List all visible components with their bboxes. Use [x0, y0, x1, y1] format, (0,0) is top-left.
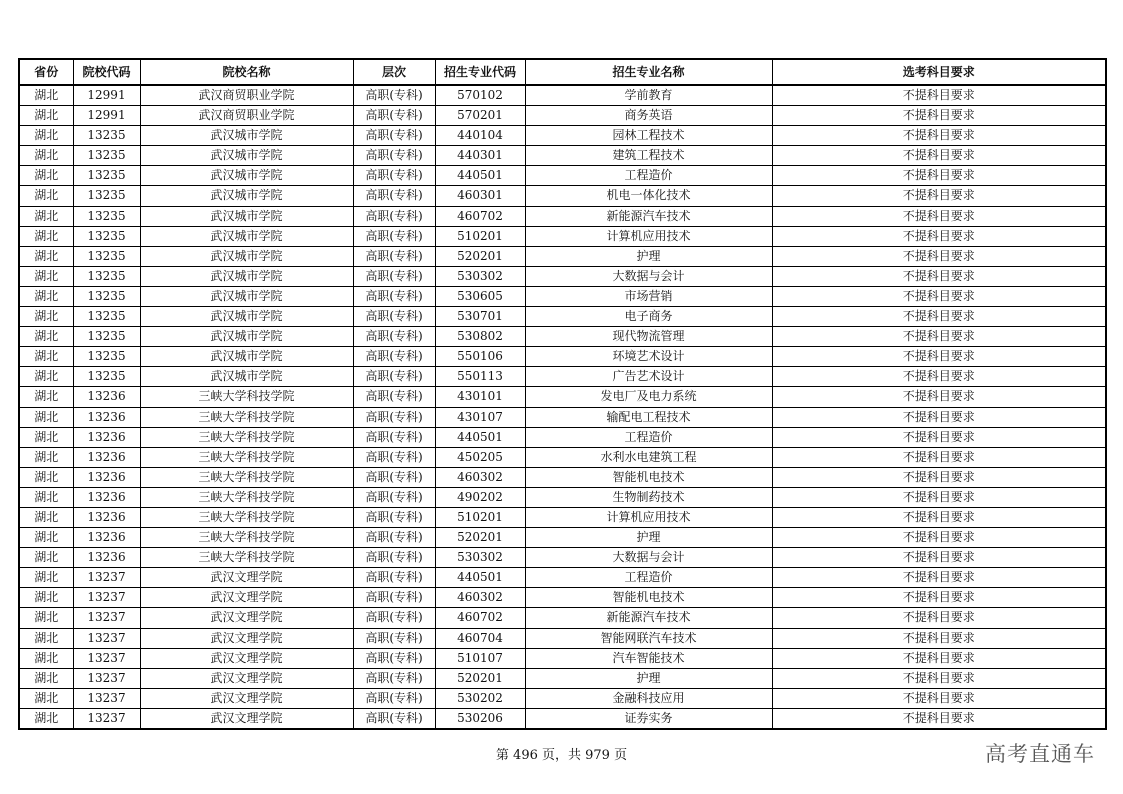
cell-school-code: 13236 — [73, 427, 140, 447]
cell-major-name: 工程造价 — [525, 427, 772, 447]
cell-subject-requirement: 不提科目要求 — [772, 327, 1106, 347]
table-row — [19, 206, 1106, 226]
table-row — [19, 246, 1106, 266]
cell-subject-requirement: 不提科目要求 — [772, 347, 1106, 367]
table-row — [19, 146, 1106, 166]
cell-level: 高职(专科) — [353, 126, 435, 146]
cell-school-code: 13235 — [73, 266, 140, 286]
cell-subject-requirement: 不提科目要求 — [772, 548, 1106, 568]
cell-province: 湖北 — [19, 166, 73, 186]
cell-school-name: 武汉城市学院 — [140, 307, 353, 327]
cell-level: 高职(专科) — [353, 548, 435, 568]
cell-school-name: 武汉文理学院 — [140, 588, 353, 608]
header-province: 省份 — [19, 59, 73, 85]
table-row — [19, 387, 1106, 407]
header-level: 层次 — [353, 59, 435, 85]
cell-school-name: 武汉文理学院 — [140, 648, 353, 668]
cell-school-code: 13236 — [73, 487, 140, 507]
cell-major-code: 460702 — [435, 206, 525, 226]
cell-subject-requirement: 不提科目要求 — [772, 186, 1106, 206]
cell-school-code: 13235 — [73, 126, 140, 146]
cell-subject-requirement: 不提科目要求 — [772, 206, 1106, 226]
table-row — [19, 487, 1106, 507]
cell-subject-requirement: 不提科目要求 — [772, 447, 1106, 467]
cell-major-code: 520201 — [435, 528, 525, 548]
cell-subject-requirement: 不提科目要求 — [772, 126, 1106, 146]
cell-major-code: 530605 — [435, 286, 525, 306]
cell-school-name: 武汉城市学院 — [140, 266, 353, 286]
cell-province: 湖北 — [19, 447, 73, 467]
table-row — [19, 648, 1106, 668]
cell-school-name: 三峡大学科技学院 — [140, 528, 353, 548]
cell-major-code: 570102 — [435, 85, 525, 106]
cell-level: 高职(专科) — [353, 146, 435, 166]
cell-school-code: 13235 — [73, 186, 140, 206]
cell-major-name: 市场营销 — [525, 286, 772, 306]
header-major-code: 招生专业代码 — [435, 59, 525, 85]
cell-school-code: 13235 — [73, 226, 140, 246]
cell-school-code: 13235 — [73, 327, 140, 347]
cell-school-name: 武汉城市学院 — [140, 286, 353, 306]
cell-school-name: 三峡大学科技学院 — [140, 487, 353, 507]
table-row — [19, 668, 1106, 688]
table-row — [19, 226, 1106, 246]
cell-province: 湖北 — [19, 467, 73, 487]
cell-major-code: 510107 — [435, 648, 525, 668]
table-row — [19, 548, 1106, 568]
header-row — [19, 59, 1106, 85]
cell-school-code: 13235 — [73, 146, 140, 166]
admissions-table — [18, 58, 1107, 730]
cell-major-name: 证券实务 — [525, 708, 772, 729]
cell-school-code: 13236 — [73, 407, 140, 427]
cell-major-name: 广告艺术设计 — [525, 367, 772, 387]
table-row — [19, 688, 1106, 708]
cell-school-code: 13236 — [73, 507, 140, 527]
cell-major-code: 430107 — [435, 407, 525, 427]
cell-province: 湖北 — [19, 85, 73, 106]
header-subject-requirement: 选考科目要求 — [772, 59, 1106, 85]
cell-major-code: 460302 — [435, 588, 525, 608]
cell-subject-requirement: 不提科目要求 — [772, 146, 1106, 166]
cell-school-name: 三峡大学科技学院 — [140, 507, 353, 527]
cell-major-name: 学前教育 — [525, 85, 772, 106]
cell-school-name: 武汉文理学院 — [140, 688, 353, 708]
cell-province: 湖北 — [19, 648, 73, 668]
cell-subject-requirement: 不提科目要求 — [772, 528, 1106, 548]
table-row — [19, 106, 1106, 126]
cell-major-name: 大数据与会计 — [525, 548, 772, 568]
table-row — [19, 266, 1106, 286]
cell-level: 高职(专科) — [353, 206, 435, 226]
cell-province: 湖北 — [19, 307, 73, 327]
cell-province: 湖北 — [19, 347, 73, 367]
cell-level: 高职(专科) — [353, 668, 435, 688]
cell-level: 高职(专科) — [353, 648, 435, 668]
cell-school-name: 武汉文理学院 — [140, 568, 353, 588]
cell-major-code: 530202 — [435, 688, 525, 708]
cell-subject-requirement: 不提科目要求 — [772, 166, 1106, 186]
cell-school-code: 13237 — [73, 668, 140, 688]
watermark-logo-text: 高考直通车 — [985, 742, 1095, 766]
cell-province: 湖北 — [19, 528, 73, 548]
cell-school-name: 武汉城市学院 — [140, 327, 353, 347]
cell-major-name: 新能源汽车技术 — [525, 206, 772, 226]
cell-school-code: 13237 — [73, 648, 140, 668]
cell-major-code: 430101 — [435, 387, 525, 407]
cell-major-name: 生物制药技术 — [525, 487, 772, 507]
cell-school-code: 13236 — [73, 467, 140, 487]
cell-level: 高职(专科) — [353, 528, 435, 548]
cell-province: 湖北 — [19, 246, 73, 266]
cell-major-name: 现代物流管理 — [525, 327, 772, 347]
cell-level: 高职(专科) — [353, 608, 435, 628]
cell-major-name: 输配电工程技术 — [525, 407, 772, 427]
cell-subject-requirement: 不提科目要求 — [772, 568, 1106, 588]
cell-major-code: 510201 — [435, 226, 525, 246]
cell-province: 湖北 — [19, 568, 73, 588]
cell-school-name: 武汉城市学院 — [140, 126, 353, 146]
cell-school-code: 13236 — [73, 387, 140, 407]
cell-level: 高职(专科) — [353, 347, 435, 367]
cell-major-name: 计算机应用技术 — [525, 226, 772, 246]
cell-level: 高职(专科) — [353, 487, 435, 507]
cell-level: 高职(专科) — [353, 688, 435, 708]
cell-major-code: 530701 — [435, 307, 525, 327]
table-row — [19, 85, 1106, 106]
cell-school-name: 武汉城市学院 — [140, 146, 353, 166]
cell-level: 高职(专科) — [353, 407, 435, 427]
cell-major-code: 450205 — [435, 447, 525, 467]
cell-subject-requirement: 不提科目要求 — [772, 688, 1106, 708]
cell-level: 高职(专科) — [353, 307, 435, 327]
table-row — [19, 528, 1106, 548]
cell-major-code: 440301 — [435, 146, 525, 166]
cell-level: 高职(专科) — [353, 387, 435, 407]
cell-school-name: 武汉城市学院 — [140, 226, 353, 246]
cell-school-code: 13235 — [73, 347, 140, 367]
table-row — [19, 568, 1106, 588]
cell-school-code: 13235 — [73, 206, 140, 226]
cell-major-name: 工程造价 — [525, 166, 772, 186]
cell-major-name: 护理 — [525, 528, 772, 548]
cell-school-name: 三峡大学科技学院 — [140, 407, 353, 427]
cell-level: 高职(专科) — [353, 708, 435, 729]
cell-subject-requirement: 不提科目要求 — [772, 628, 1106, 648]
cell-level: 高职(专科) — [353, 106, 435, 126]
cell-school-code: 13237 — [73, 688, 140, 708]
cell-school-code: 13236 — [73, 447, 140, 467]
cell-major-name: 护理 — [525, 668, 772, 688]
cell-major-code: 570201 — [435, 106, 525, 126]
cell-school-name: 武汉城市学院 — [140, 166, 353, 186]
cell-province: 湖北 — [19, 708, 73, 729]
cell-school-code: 13235 — [73, 307, 140, 327]
cell-province: 湖北 — [19, 286, 73, 306]
cell-level: 高职(专科) — [353, 367, 435, 387]
cell-province: 湖北 — [19, 146, 73, 166]
cell-subject-requirement: 不提科目要求 — [772, 708, 1106, 729]
cell-school-name: 武汉商贸职业学院 — [140, 106, 353, 126]
cell-school-code: 12991 — [73, 85, 140, 106]
cell-major-code: 530302 — [435, 266, 525, 286]
cell-major-name: 金融科技应用 — [525, 688, 772, 708]
cell-school-name: 武汉文理学院 — [140, 708, 353, 729]
cell-level: 高职(专科) — [353, 186, 435, 206]
cell-major-name: 汽车智能技术 — [525, 648, 772, 668]
cell-school-name: 三峡大学科技学院 — [140, 387, 353, 407]
cell-school-code: 13237 — [73, 588, 140, 608]
cell-major-code: 530302 — [435, 548, 525, 568]
cell-major-name: 环境艺术设计 — [525, 347, 772, 367]
cell-major-name: 计算机应用技术 — [525, 507, 772, 527]
cell-major-code: 440501 — [435, 427, 525, 447]
table-row — [19, 407, 1106, 427]
cell-major-code: 490202 — [435, 487, 525, 507]
cell-major-code: 520201 — [435, 668, 525, 688]
cell-school-name: 武汉城市学院 — [140, 367, 353, 387]
cell-major-name: 智能机电技术 — [525, 467, 772, 487]
cell-subject-requirement: 不提科目要求 — [772, 608, 1106, 628]
cell-major-code: 550106 — [435, 347, 525, 367]
cell-subject-requirement: 不提科目要求 — [772, 487, 1106, 507]
cell-subject-requirement: 不提科目要求 — [772, 407, 1106, 427]
cell-level: 高职(专科) — [353, 286, 435, 306]
cell-major-code: 440104 — [435, 126, 525, 146]
cell-major-name: 水利水电建筑工程 — [525, 447, 772, 467]
cell-major-name: 工程造价 — [525, 568, 772, 588]
cell-province: 湖北 — [19, 548, 73, 568]
cell-school-name: 三峡大学科技学院 — [140, 548, 353, 568]
cell-school-name: 武汉城市学院 — [140, 347, 353, 367]
cell-major-name: 大数据与会计 — [525, 266, 772, 286]
cell-province: 湖北 — [19, 628, 73, 648]
cell-province: 湖北 — [19, 588, 73, 608]
table-row — [19, 628, 1106, 648]
cell-level: 高职(专科) — [353, 467, 435, 487]
table-row — [19, 427, 1106, 447]
cell-subject-requirement: 不提科目要求 — [772, 507, 1106, 527]
cell-school-name: 武汉城市学院 — [140, 186, 353, 206]
cell-level: 高职(专科) — [353, 568, 435, 588]
cell-province: 湖北 — [19, 186, 73, 206]
cell-school-code: 13235 — [73, 166, 140, 186]
cell-subject-requirement: 不提科目要求 — [772, 367, 1106, 387]
cell-level: 高职(专科) — [353, 427, 435, 447]
cell-major-name: 智能网联汽车技术 — [525, 628, 772, 648]
cell-major-name: 新能源汽车技术 — [525, 608, 772, 628]
cell-subject-requirement: 不提科目要求 — [772, 427, 1106, 447]
table-row — [19, 447, 1106, 467]
cell-major-name: 发电厂及电力系统 — [525, 387, 772, 407]
cell-subject-requirement: 不提科目要求 — [772, 85, 1106, 106]
cell-school-name: 三峡大学科技学院 — [140, 467, 353, 487]
table-body — [19, 85, 1106, 729]
cell-major-code: 460302 — [435, 467, 525, 487]
cell-major-code: 440501 — [435, 166, 525, 186]
page-number: 第 496 页，共 979 页 — [495, 748, 628, 763]
cell-major-name: 护理 — [525, 246, 772, 266]
table-row — [19, 286, 1106, 306]
cell-province: 湖北 — [19, 206, 73, 226]
table-row — [19, 608, 1106, 628]
cell-province: 湖北 — [19, 487, 73, 507]
cell-school-code: 13237 — [73, 628, 140, 648]
cell-subject-requirement: 不提科目要求 — [772, 668, 1106, 688]
cell-province: 湖北 — [19, 668, 73, 688]
cell-major-code: 520201 — [435, 246, 525, 266]
cell-level: 高职(专科) — [353, 166, 435, 186]
cell-level: 高职(专科) — [353, 266, 435, 286]
cell-province: 湖北 — [19, 226, 73, 246]
cell-school-code: 12991 — [73, 106, 140, 126]
table-row — [19, 467, 1106, 487]
cell-major-code: 440501 — [435, 568, 525, 588]
cell-province: 湖北 — [19, 688, 73, 708]
table-row — [19, 166, 1106, 186]
cell-province: 湖北 — [19, 407, 73, 427]
cell-major-code: 460704 — [435, 628, 525, 648]
cell-subject-requirement: 不提科目要求 — [772, 467, 1106, 487]
cell-major-name: 机电一体化技术 — [525, 186, 772, 206]
cell-school-code: 13236 — [73, 548, 140, 568]
cell-major-name: 建筑工程技术 — [525, 146, 772, 166]
cell-major-code: 510201 — [435, 507, 525, 527]
cell-subject-requirement: 不提科目要求 — [772, 106, 1106, 126]
cell-level: 高职(专科) — [353, 447, 435, 467]
cell-major-name: 智能机电技术 — [525, 588, 772, 608]
table-row — [19, 588, 1106, 608]
cell-subject-requirement: 不提科目要求 — [772, 286, 1106, 306]
cell-major-name: 电子商务 — [525, 307, 772, 327]
cell-school-code: 13236 — [73, 528, 140, 548]
cell-school-code: 13235 — [73, 286, 140, 306]
table-row — [19, 507, 1106, 527]
cell-province: 湖北 — [19, 427, 73, 447]
cell-school-name: 武汉商贸职业学院 — [140, 85, 353, 106]
table-row — [19, 347, 1106, 367]
cell-level: 高职(专科) — [353, 588, 435, 608]
cell-school-code: 13237 — [73, 708, 140, 729]
cell-school-name: 武汉文理学院 — [140, 608, 353, 628]
cell-subject-requirement: 不提科目要求 — [772, 648, 1106, 668]
cell-province: 湖北 — [19, 608, 73, 628]
header-school-name: 院校名称 — [140, 59, 353, 85]
cell-school-code: 13235 — [73, 367, 140, 387]
cell-province: 湖北 — [19, 387, 73, 407]
cell-level: 高职(专科) — [353, 226, 435, 246]
cell-subject-requirement: 不提科目要求 — [772, 266, 1106, 286]
cell-major-name: 商务英语 — [525, 106, 772, 126]
header-major-name: 招生专业名称 — [525, 59, 772, 85]
cell-province: 湖北 — [19, 367, 73, 387]
cell-school-code: 13237 — [73, 608, 140, 628]
cell-major-code: 550113 — [435, 367, 525, 387]
cell-school-name: 武汉文理学院 — [140, 668, 353, 688]
cell-school-code: 13235 — [73, 246, 140, 266]
cell-major-name: 园林工程技术 — [525, 126, 772, 146]
cell-subject-requirement: 不提科目要求 — [772, 588, 1106, 608]
cell-province: 湖北 — [19, 266, 73, 286]
cell-school-name: 武汉文理学院 — [140, 628, 353, 648]
table-row — [19, 367, 1106, 387]
cell-level: 高职(专科) — [353, 85, 435, 106]
cell-subject-requirement: 不提科目要求 — [772, 226, 1106, 246]
cell-school-name: 武汉城市学院 — [140, 246, 353, 266]
cell-school-name: 三峡大学科技学院 — [140, 447, 353, 467]
cell-major-code: 530802 — [435, 327, 525, 347]
table-row — [19, 307, 1106, 327]
cell-major-code: 530206 — [435, 708, 525, 729]
cell-province: 湖北 — [19, 126, 73, 146]
cell-level: 高职(专科) — [353, 507, 435, 527]
cell-subject-requirement: 不提科目要求 — [772, 387, 1106, 407]
cell-province: 湖北 — [19, 327, 73, 347]
table-row — [19, 327, 1106, 347]
cell-province: 湖北 — [19, 106, 73, 126]
cell-level: 高职(专科) — [353, 246, 435, 266]
table-row — [19, 126, 1106, 146]
cell-province: 湖北 — [19, 507, 73, 527]
cell-school-code: 13237 — [73, 568, 140, 588]
cell-school-name: 武汉城市学院 — [140, 206, 353, 226]
cell-major-code: 460702 — [435, 608, 525, 628]
cell-school-name: 三峡大学科技学院 — [140, 427, 353, 447]
cell-level: 高职(专科) — [353, 327, 435, 347]
table-row — [19, 186, 1106, 206]
cell-subject-requirement: 不提科目要求 — [772, 246, 1106, 266]
cell-major-code: 460301 — [435, 186, 525, 206]
header-school-code: 院校代码 — [73, 59, 140, 85]
cell-level: 高职(专科) — [353, 628, 435, 648]
cell-subject-requirement: 不提科目要求 — [772, 307, 1106, 327]
table-row — [19, 708, 1106, 729]
